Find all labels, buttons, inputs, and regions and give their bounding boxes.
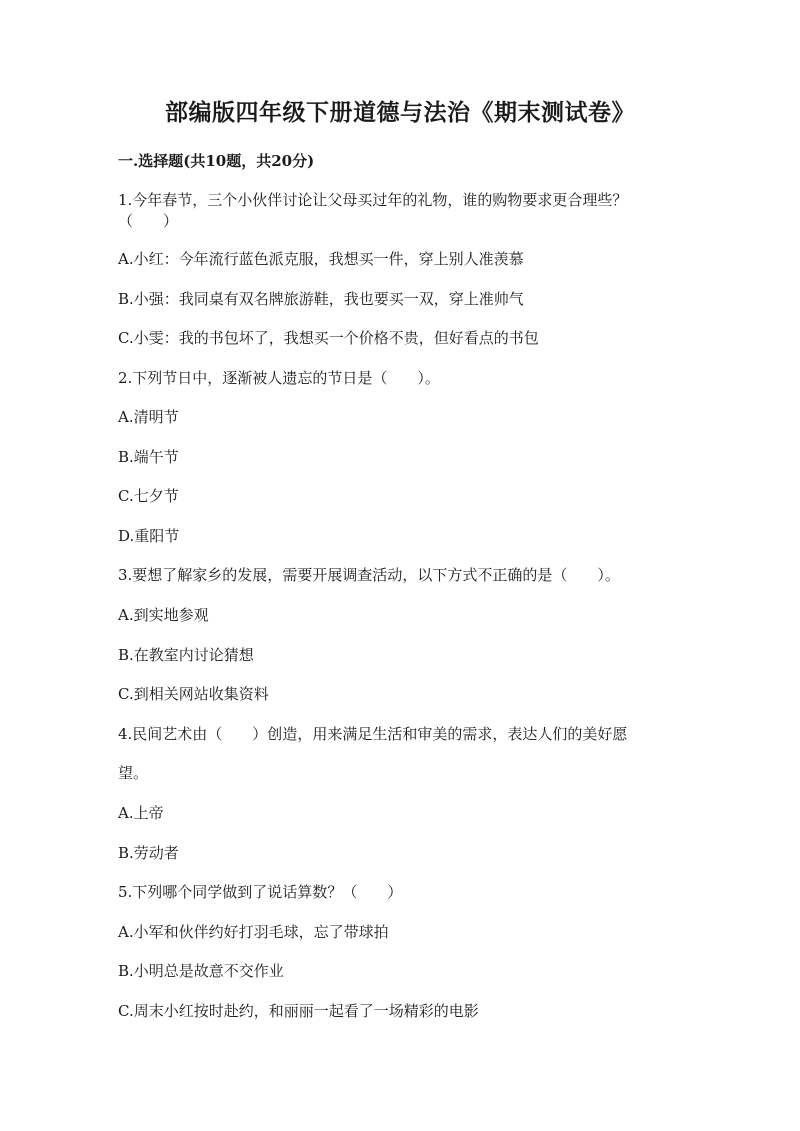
question-1-option-a: A.小红：今年流行蓝色派克服，我想买一件，穿上别人准羡慕 — [118, 250, 524, 268]
question-1-stem: 1.今年春节，三个小伙伴讨论让父母买过年的礼物，谁的购物要求更合理些？ — [118, 191, 628, 209]
question-2-option-c: C.七夕节 — [118, 487, 179, 505]
question-2-option-b: B.端午节 — [118, 448, 179, 466]
question-4-option-b: B.劳动者 — [118, 844, 179, 862]
question-2-option-a: A.清明节 — [118, 408, 179, 426]
question-2-stem: 2.下列节日中，逐渐被人遗忘的节日是（ ）。 — [118, 369, 440, 387]
question-3-option-c: C.到相关网站收集资料 — [118, 685, 269, 703]
question-5-option-c: C.周末小红按时赴约，和丽丽一起看了一场精彩的电影 — [118, 1002, 479, 1020]
page-title: 部编版四年级下册道德与法治《期末测试卷》 — [165, 99, 635, 126]
question-3-option-a: A.到实地参观 — [118, 606, 209, 624]
question-4-option-a: A.上帝 — [118, 804, 164, 822]
question-4-stem: 4.民间艺术由（ ）创造，用来满足生活和审美的需求，表达人们的美好愿 — [118, 725, 628, 743]
question-1-option-b: B.小强：我同桌有双名牌旅游鞋，我也要买一双，穿上准帅气 — [118, 290, 524, 308]
question-3-stem: 3.要想了解家乡的发展，需要开展调查活动，以下方式不正确的是（ ）。 — [118, 566, 620, 584]
section-heading: 一.选择题(共10题，共20分) — [118, 152, 315, 170]
question-5-stem: 5.下列哪个同学做到了说话算数？（ ） — [118, 883, 403, 901]
question-1-stem-continuation: （ ） — [118, 212, 179, 230]
question-1-option-c: C.小雯：我的书包坏了，我想买一个价格不贵，但好看点的书包 — [118, 329, 539, 347]
question-3-option-b: B.在教室内讨论猜想 — [118, 646, 254, 664]
question-5-option-b: B.小明总是故意不交作业 — [118, 962, 284, 980]
question-4-stem-continuation: 望。 — [118, 764, 149, 782]
question-2-option-d: D.重阳节 — [118, 527, 180, 545]
question-5-option-a: A.小军和伙伴约好打羽毛球，忘了带球拍 — [118, 923, 389, 941]
